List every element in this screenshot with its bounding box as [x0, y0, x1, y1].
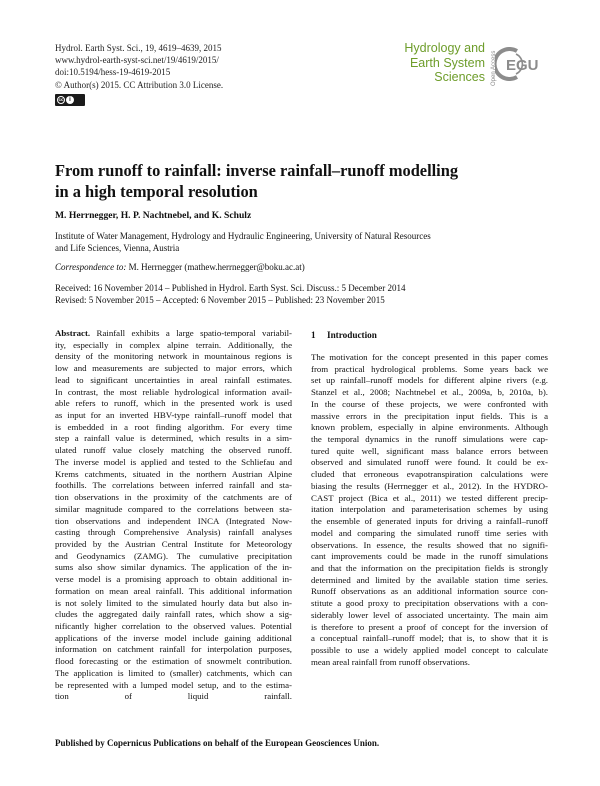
- journal-citation-block: [55, 42, 223, 91]
- abstract-line: flood forecasting or the estimation of snowmelt contribution.: [55, 656, 292, 667]
- publisher-footer: Published by Copernicus Publications on behalf of the European Geosciences Union.: [55, 738, 380, 748]
- title-line: in a high temporal resolution: [55, 181, 258, 201]
- introduction-line: a conceptual rainfall–runoff model; that is, to show that it is: [311, 633, 548, 644]
- introduction-line: and that the information on the precipitation fields is strongly: [311, 562, 548, 573]
- introduction-line: from practical hydrological problems. Some years back we: [311, 363, 548, 374]
- abstract-line: formation on mean areal rainfall. This additional information: [55, 585, 292, 596]
- journal-name: [389, 41, 485, 85]
- egu-logo-icon: [495, 43, 549, 85]
- svg-text:Open Access: Open Access: [491, 50, 497, 86]
- introduction-line: CAST project (Bica et al., 2011) we tested different precip-: [311, 492, 548, 503]
- introduction-line: The motivation for the concept presented in this paper comes: [311, 352, 548, 362]
- abstract-line: ulated runoff value closely matching the observed runoff.: [55, 445, 292, 456]
- abstract-line: and Geodynamics (ZAMG). The cumulative precipitation: [55, 550, 292, 561]
- citation-line: Hydrol. Earth Syst. Sci., 19, 4619–4639, 2015: [55, 43, 222, 53]
- abstract-line: as input for an inverted HBV-type rainfall–runoff model that: [55, 410, 292, 421]
- introduction-line: observed and simulated runoff were found. It could be ex-: [311, 457, 548, 468]
- introduction-line: known problem, especially in alpine environments. Although: [311, 422, 548, 433]
- abstract-line: In contrast, the most reliable hydrological information avail-: [55, 386, 292, 397]
- section-heading: [311, 330, 377, 340]
- cc-icon: cc: [58, 97, 64, 102]
- abstract-line: Krems catchments, situated in the northern Austrian Alpine: [55, 468, 292, 479]
- abstract-line: foothills. The correlations between inferred rainfall and sta-: [55, 480, 292, 491]
- introduction-line: observations. In essence, the results showed that no signifi-: [311, 539, 548, 550]
- abstract-line: ity, especially in complex alpine terrain. Additionally, the: [55, 339, 292, 350]
- abstract-line: The inverse model is applied and tested to the Schliefau and: [55, 456, 292, 467]
- abstract-line: [55, 328, 292, 340]
- section-number: 1: [311, 330, 316, 340]
- dates-line: Received: 16 November 2014 – Published in Hydrol. Earth Syst. Sci. Discuss.: 5 December 2014: [55, 283, 406, 293]
- abstract-line: tion observations and independent INCA (Integrated Now-: [55, 515, 292, 526]
- introduction-line: is therefore to present a proof of concept for the inversion of: [311, 621, 548, 632]
- introduction-line: Stanzel et al., 2008; Nachtnebel et al., 2009a, b, 2010a, b).: [311, 387, 548, 398]
- abstract-line: The application is limited to (smaller) catchments, which can: [55, 667, 292, 678]
- introduction-line: biasing the results (Herrnegger et al., 2012). In the HYDRO-: [311, 480, 548, 491]
- introduction-line: set up rainfall–runoff models for different alpine rivers (e.g.: [311, 375, 548, 386]
- affiliation-line: Institute of Water Management, Hydrology and Hydraulic Engineering, University of Natural Resources: [55, 231, 431, 241]
- svg-text:EGU: EGU: [506, 57, 539, 74]
- correspondence: [55, 262, 305, 272]
- abstract-line: be represented with a lumped model setup, and to the estima-: [55, 679, 292, 690]
- abstract-line: is not solely limited to the simulated hourly data but also in-: [55, 597, 292, 608]
- publication-dates: [55, 283, 405, 306]
- introduction-text: [311, 352, 548, 668]
- introduction-line: Runoff observations as an additional information source con-: [311, 586, 548, 597]
- author-list: M. Herrnegger, H. P. Nachtnebel, and K. Schulz: [55, 210, 252, 221]
- section-title: Introduction: [327, 330, 377, 340]
- cc-by-license-icon[interactable]: [55, 94, 85, 106]
- introduction-line: model and comparing the simulated runoff time series with: [311, 527, 548, 538]
- abstract-line: able refers to runoff, which in the presented work is used: [55, 398, 292, 409]
- introduction-line: tured quite well, significant mass balance errors between: [311, 445, 548, 456]
- abstract-line: casting through Comprehensive Analysis) rainfall analyses: [55, 527, 292, 538]
- abstract-text: Rainfall exhibits a large spatio-temporal variabil-: [90, 328, 292, 338]
- introduction-line: possible to use a widely applied model concept to calculate: [311, 644, 548, 655]
- abstract-line: lead to significant uncertainties in areal rainfall estimates.: [55, 374, 292, 385]
- abstract-line: sums also show similar dynamics. The application of the in-: [55, 562, 292, 573]
- journal-name-line: Sciences: [434, 70, 485, 84]
- introduction-line: cant improvements could be made in the runoff simulations: [311, 551, 548, 562]
- journal-url-link[interactable]: www.hydrol-earth-syst-sci.net/19/4619/2015/: [55, 55, 219, 66]
- introduction-line: mean areal rainfall from runoff observations.: [311, 656, 470, 667]
- introduction-line: cluded that erroneous evapotranspiration calculations were: [311, 469, 548, 480]
- abstract-line: density of the monitoring network in mountainous regions is: [55, 351, 292, 362]
- journal-name-line: Earth System: [409, 55, 485, 70]
- doi-line[interactable]: doi:10.5194/hess-19-4619-2015: [55, 67, 171, 78]
- abstract-line: low and measurements are subjected to major errors, which: [55, 363, 292, 374]
- abstract-line: verse model is a promising approach to obtain additional in-: [55, 574, 292, 585]
- abstract-label: Abstract.: [55, 328, 91, 338]
- abstract-line: is embedded in a root finding algorithm. For every time: [55, 421, 292, 432]
- correspondence-contact[interactable]: M. Herrnegger (mathew.herrnegger@boku.ac.at): [128, 262, 305, 272]
- abstract-line: information on catchment rainfall for interpolation purposes,: [55, 644, 292, 655]
- abstract: [55, 328, 292, 703]
- dates-line: Revised: 5 November 2015 – Accepted: 6 November 2015 – Published: 23 November 2015: [55, 294, 385, 305]
- abstract-line: similar magnitude compared to the correlations between sta-: [55, 503, 292, 514]
- license-line: © Author(s) 2015. CC Attribution 3.0 License.: [55, 79, 224, 90]
- abstract-line: cludes the aggregated daily rainfall rates, which show a sig-: [55, 609, 292, 620]
- abstract-line: nificantly higher correlation to the observed values. Potential: [55, 620, 292, 631]
- journal-logo: [389, 41, 549, 96]
- introduction-line: determined and limited by the available station time series.: [311, 574, 548, 585]
- introduction-line: massive errors in the precipitation input fields. This is a: [311, 410, 548, 421]
- abstract-line: provided by the Austrian Central Institute for Meteorology: [55, 538, 292, 549]
- affiliation-line: and Life Sciences, Vienna, Austria: [55, 242, 180, 253]
- abstract-line: step a rainfall value is determined, which results in a sim-: [55, 433, 292, 444]
- journal-name-line: Hydrology and: [404, 41, 485, 55]
- introduction-line: In the course of these projects, we were confronted with: [311, 398, 548, 409]
- abstract-line: tion of liquid rainfall.: [55, 691, 292, 702]
- correspondence-label: Correspondence to:: [55, 262, 127, 272]
- introduction-line: siderably lower level of associated uncertainty. The main aim: [311, 609, 548, 620]
- introduction-line: the ensemble of generated inputs for driving a rainfall–runoff: [311, 516, 548, 527]
- introduction-line: the temporal dynamics in the runoff simulations were cap-: [311, 434, 548, 445]
- abstract-line: tion observations in the proximity of the catchments are of: [55, 492, 292, 503]
- introduction-line: itation interpolation and parameterisation schemes by using: [311, 504, 548, 515]
- affiliation: [55, 231, 545, 254]
- title-line: From runoff to rainfall: inverse rainfall–runoff modelling: [55, 161, 459, 180]
- introduction-line: stitute a good proxy to precipitation observations with a con-: [311, 598, 548, 609]
- by-icon: i: [66, 96, 74, 104]
- article-title: [55, 161, 545, 202]
- abstract-line: applications of the inverse model include gaining additional: [55, 632, 292, 643]
